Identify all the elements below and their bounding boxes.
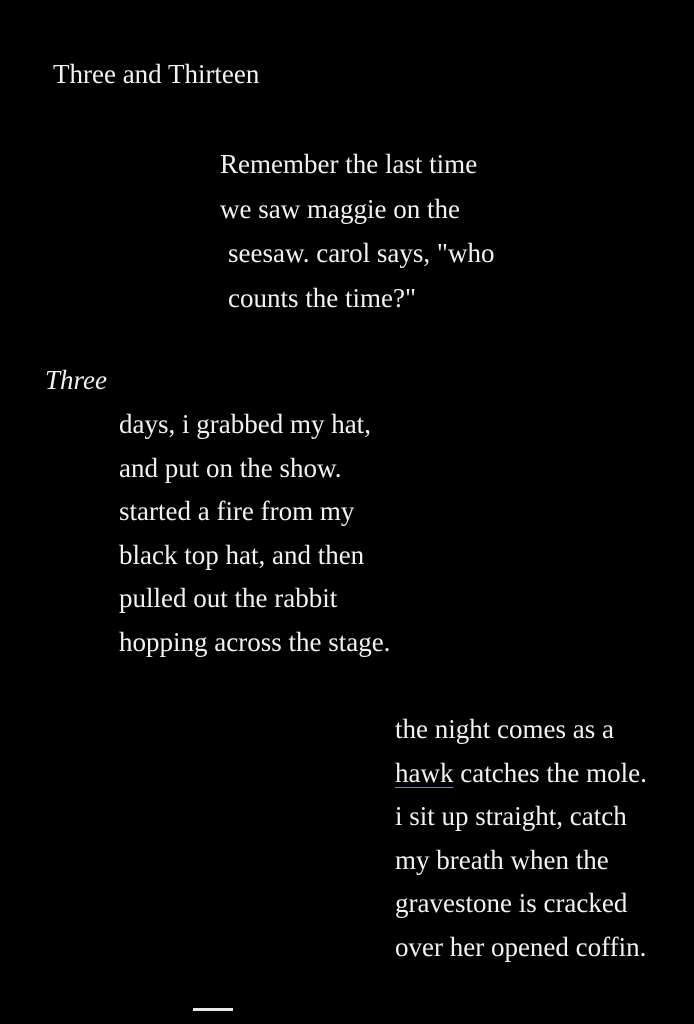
- stanza-2-line-1: days, i grabbed my hat,: [119, 409, 371, 439]
- stanza-3-line-4: my breath when the: [395, 844, 609, 875]
- stanza-1-line-1: Remember the last time: [220, 149, 478, 179]
- cut-off-text-fragment: [193, 1008, 233, 1011]
- hawk-link[interactable]: hawk: [395, 757, 454, 788]
- stanza-2-line-2: and put on the show.: [119, 452, 342, 483]
- stanza-3-line-5: gravestone is cracked: [395, 888, 628, 918]
- poem-title: Three and Thirteen: [53, 59, 260, 89]
- stanza-3-line-3: i sit up straight, catch: [395, 801, 627, 831]
- stanza-2-line-3: started a fire from my: [119, 496, 355, 526]
- stanza-1-line-2: we saw maggie on the: [220, 193, 460, 224]
- stanza-2: [119, 403, 390, 664]
- stanza-2-line-4: black top hat, and then: [119, 539, 365, 570]
- stanza-3-line-1: the night comes as a: [395, 714, 614, 744]
- stanza-3-line-2-rest: catches the mole.: [453, 757, 647, 788]
- stanza-1-line-4: counts the time?": [228, 282, 416, 313]
- section-heading: Three: [45, 365, 107, 395]
- stanza-1: [220, 142, 494, 320]
- stanza-1-line-3: seesaw. carol says, "who: [228, 238, 495, 268]
- stanza-2-line-5: pulled out the rabbit: [119, 583, 338, 613]
- stanza-3-line-2: [395, 752, 647, 796]
- stanza-3-line-6: over her opened coffin.: [395, 931, 647, 962]
- stanza-3: [395, 708, 647, 969]
- stanza-2-line-6: hopping across the stage.: [119, 626, 391, 657]
